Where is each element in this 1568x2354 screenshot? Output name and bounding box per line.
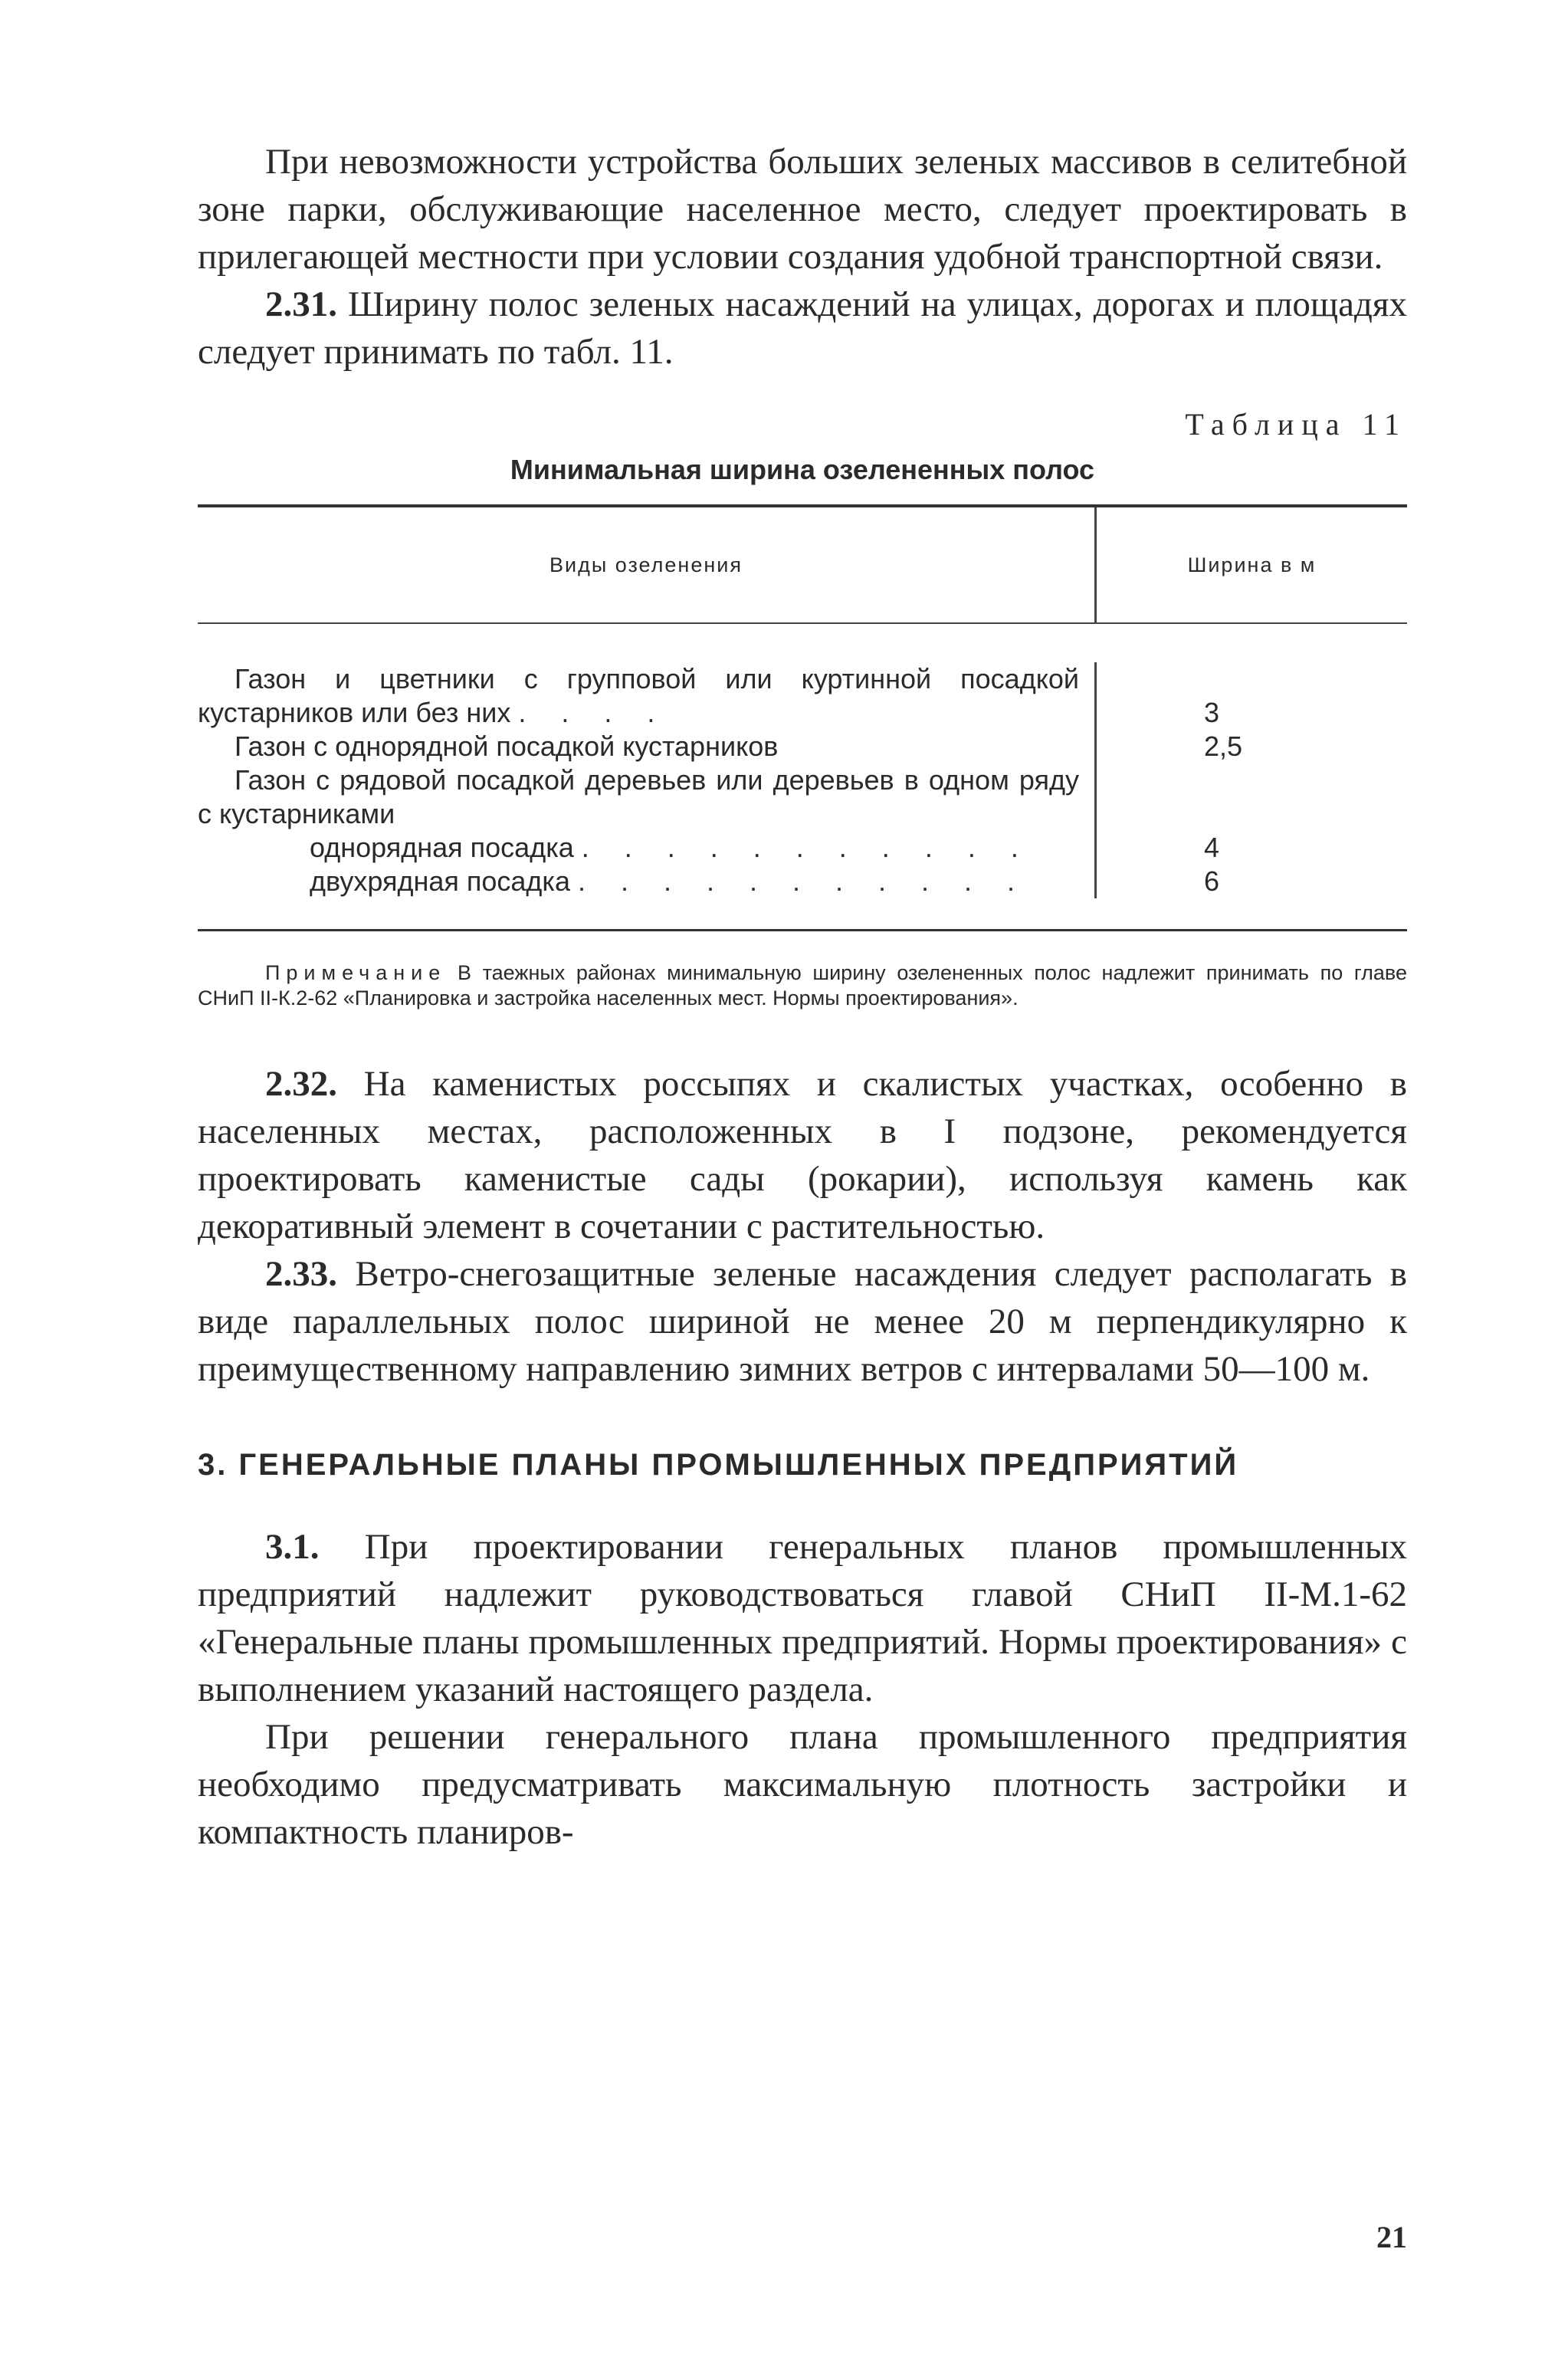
paragraph-2-32 bbox=[198, 1060, 1407, 1250]
row-dots: . . . . . . . . . . . bbox=[577, 865, 1029, 897]
table-row bbox=[198, 662, 1079, 730]
row-label: двухрядная посадка bbox=[310, 865, 570, 897]
paragraph-text: Ветро-снегозащитные зеленые насаждения следует располагать в виде параллельных полос шириной не менее 20 м перпендикулярно к преимущественному направлению зимних ветров с интервалами 50—100 м. bbox=[198, 1254, 1407, 1389]
table-header bbox=[198, 507, 1407, 624]
table-body bbox=[198, 624, 1407, 929]
table-note bbox=[198, 960, 1407, 1011]
paragraph-general-plan bbox=[198, 1713, 1407, 1856]
note-text: В таежных районах минимальную ширину озелененных полос надлежит принимать по главе СНиП II-К.2-62 «Планировка и застройка населенных мест. Нормы проектирования». bbox=[198, 961, 1407, 1010]
paragraph-text: При решении генерального плана промышленного предприятия необходимо предусматривать максимальную плотность застройки и компактность планиров- bbox=[198, 1717, 1407, 1852]
row-label: Газон с рядовой посадкой деревьев или деревьев в одном ряду с кустарниками bbox=[198, 764, 1079, 829]
paragraph-number: 2.32. bbox=[265, 1064, 337, 1104]
table-row bbox=[198, 865, 1079, 898]
row-value: 3 bbox=[1204, 697, 1220, 728]
paragraph-text: При проектировании генеральных планов промышленных предприятий надлежит руководствоваться главой СНиП II-М.1-62 «Генеральные планы промышленных предприятий. Нормы проектирования» с выполнением указаний настоящего раздела. bbox=[198, 1527, 1407, 1709]
table-label: Таблица 11 bbox=[1185, 407, 1407, 442]
page-number: 21 bbox=[1376, 2220, 1407, 2254]
row-value: 4 bbox=[1204, 832, 1220, 863]
row-dots: . . . . bbox=[518, 697, 669, 728]
paragraph-number: 2.33. bbox=[265, 1254, 337, 1294]
row-label: Газон с однорядной посадкой кустарников bbox=[235, 730, 779, 762]
row-value: 6 bbox=[1204, 865, 1220, 897]
table-col-width bbox=[1094, 662, 1407, 898]
paragraph-2-33 bbox=[198, 1250, 1407, 1393]
row-dots: . . . . . . . . . . . bbox=[581, 832, 1032, 863]
paragraph-text: При невозможности устройства больших зеленых массивов в селитебной зоне парки, обслуживающие населенное место, следует проектировать в прилегающей местности при условии создания удобной транспортной связи. bbox=[198, 142, 1407, 277]
paragraph-3-1 bbox=[198, 1523, 1407, 1713]
header-types: Виды озеленения bbox=[549, 553, 743, 576]
row-value: 2,5 bbox=[1204, 730, 1243, 762]
section-heading: 3. ГЕНЕРАЛЬНЫЕ ПЛАНЫ ПРОМЫШЛЕННЫХ ПРЕДПРИЯТИЙ bbox=[198, 1448, 1239, 1482]
document-page bbox=[198, 138, 1407, 1856]
row-label: Газон и цветники с групповой или куртинной посадкой кустарников или без них bbox=[198, 663, 1079, 728]
table-row bbox=[198, 763, 1079, 831]
paragraph-text: На каменистых россыпях и скалистых участках, особенно в населенных местах, расположенных в I подзоне, рекомендуется проектировать каменистые сады (рокарии), используя камень как декоративный элемент в сочетании с растительностью. bbox=[198, 1064, 1408, 1246]
paragraph-2-31 bbox=[198, 281, 1407, 376]
paragraph-parks bbox=[198, 138, 1407, 281]
header-width: Ширина в м bbox=[1094, 507, 1407, 622]
green-strip-table bbox=[198, 504, 1407, 931]
note-label: Примечание bbox=[265, 961, 447, 984]
paragraph-number: 3.1. bbox=[265, 1527, 320, 1567]
table-title: Минимальная ширина озелененных полос bbox=[510, 454, 1095, 485]
table-row bbox=[198, 831, 1079, 865]
table-row bbox=[198, 730, 1079, 763]
row-label: однорядная посадка bbox=[310, 832, 574, 863]
paragraph-number: 2.31. bbox=[265, 284, 337, 324]
paragraph-text: Ширину полос зеленых насаждений на улицах, дорогах и площадях следует принимать по табл. 11. bbox=[198, 284, 1407, 372]
table-col-types bbox=[198, 662, 1094, 898]
